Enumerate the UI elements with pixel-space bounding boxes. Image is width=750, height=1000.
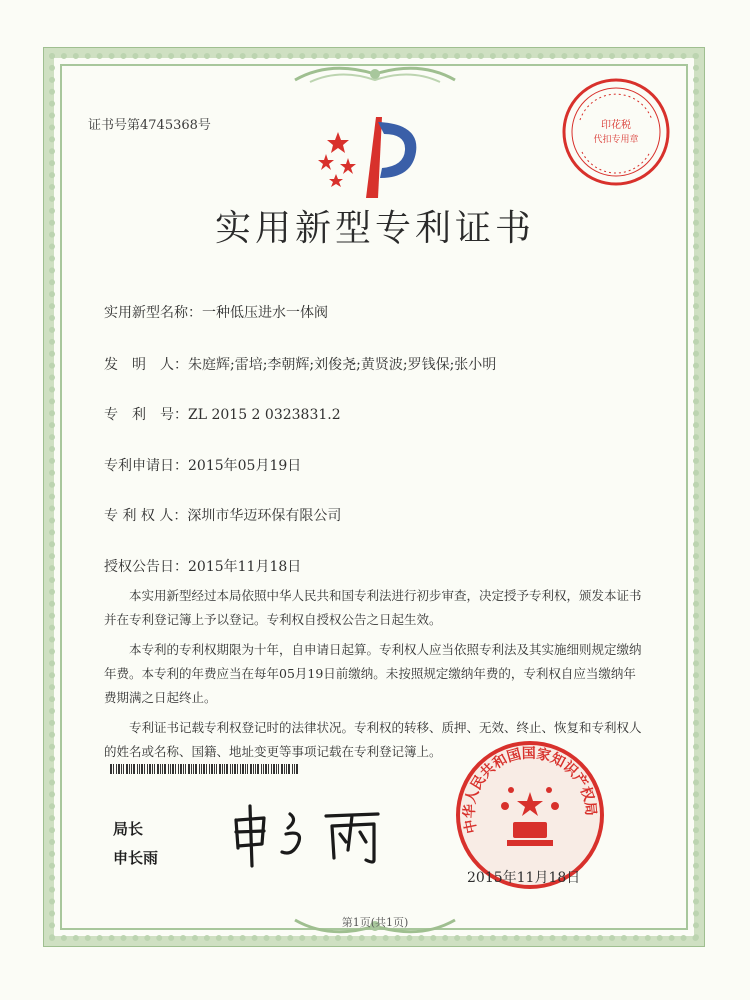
barcode-bar bbox=[131, 764, 132, 774]
svg-text:代扣专用章: 代扣专用章 bbox=[593, 135, 639, 145]
barcode-bar bbox=[281, 764, 283, 774]
filing-date-label: 专利申请日： bbox=[104, 458, 188, 474]
barcode-bar bbox=[284, 764, 285, 774]
barcode-bar bbox=[268, 764, 269, 774]
barcode-bar bbox=[276, 764, 277, 774]
barcode-bar bbox=[188, 764, 190, 774]
barcode-bar bbox=[226, 764, 228, 774]
director-name: 申长雨 bbox=[113, 849, 159, 867]
page-footer: 第1页(共1页) bbox=[341, 916, 409, 929]
barcode-bar bbox=[234, 764, 236, 774]
handwritten-signature bbox=[228, 800, 398, 870]
barcode-bar bbox=[255, 764, 256, 774]
barcode-bar bbox=[160, 764, 161, 774]
body-paragraph: 专利证书记载专利权登记时的法律状况。专利权的转移、质押、无效、终止、恢复和专利权人的姓名或名称、国籍、地址变更等事项记载在专利登记簿上。 bbox=[104, 720, 642, 759]
barcode-bar bbox=[206, 764, 207, 774]
patent-number-label: 专 利 号： bbox=[104, 407, 188, 423]
barcode-bar bbox=[110, 764, 112, 774]
barcode-bar bbox=[164, 764, 166, 774]
barcode-bar bbox=[257, 764, 259, 774]
barcode-bar bbox=[175, 764, 176, 774]
barcode-bar bbox=[154, 764, 155, 774]
barcode-bar bbox=[209, 764, 210, 774]
patentee-label: 专 利 权 人： bbox=[104, 508, 188, 524]
utility-model-name-row bbox=[104, 302, 328, 322]
top-ornament bbox=[290, 60, 460, 88]
barcode-bar bbox=[185, 764, 186, 774]
patent-office-logo bbox=[308, 112, 428, 202]
barcode-bar bbox=[137, 764, 138, 774]
barcode-bar bbox=[224, 764, 225, 774]
tax-stamp-seal bbox=[560, 76, 672, 188]
barcode-bar bbox=[193, 764, 194, 774]
barcode-bar bbox=[141, 764, 143, 774]
barcode-bar bbox=[152, 764, 153, 774]
barcode-bar bbox=[178, 764, 179, 774]
barcode-bar bbox=[180, 764, 182, 774]
barcode-bar bbox=[113, 764, 114, 774]
issue-date: 2015年11月18日 bbox=[467, 870, 581, 886]
seal-arc-text: 中华人民共和国国家知识产权局 bbox=[461, 745, 599, 835]
barcode-bar bbox=[232, 764, 233, 774]
barcode-bar bbox=[273, 764, 275, 774]
inventor-row bbox=[104, 354, 496, 374]
grant-date-row bbox=[104, 556, 301, 576]
barcode-bar bbox=[170, 764, 171, 774]
barcode-bar bbox=[245, 764, 246, 774]
barcode-bar bbox=[123, 764, 124, 774]
utility-model-name-value: 一种低压进水一体阀 bbox=[202, 305, 328, 321]
barcode-bar bbox=[278, 764, 279, 774]
barcode-bar bbox=[149, 764, 151, 774]
barcode-bar bbox=[286, 764, 287, 774]
svg-text:印花税: 印花税 bbox=[601, 120, 631, 131]
certificate-number: 证书号第4745368号 bbox=[88, 118, 211, 133]
filing-date-row bbox=[104, 455, 301, 475]
inventor-value: 朱庭辉;雷培;李朝辉;刘俊尧;黄贤波;罗钱保;张小明 bbox=[188, 357, 497, 373]
barcode-bar bbox=[121, 764, 122, 774]
barcode-bar bbox=[116, 764, 117, 774]
barcode-bar bbox=[129, 764, 130, 774]
barcode-bar bbox=[219, 764, 221, 774]
barcode-bar bbox=[133, 764, 135, 774]
barcode-bar bbox=[126, 764, 128, 774]
utility-model-name-label: 实用新型名称： bbox=[104, 305, 202, 321]
grant-date-value: 2015年11月18日 bbox=[188, 559, 302, 575]
barcode-bar bbox=[183, 764, 184, 774]
barcode-bar bbox=[199, 764, 200, 774]
barcode-bar bbox=[211, 764, 213, 774]
barcode bbox=[110, 764, 300, 774]
filing-date-value: 2015年05月19日 bbox=[188, 458, 302, 474]
barcode-bar bbox=[172, 764, 174, 774]
barcode-bar bbox=[250, 764, 252, 774]
inventor-label: 发 明 人： bbox=[104, 357, 188, 373]
body-paragraph: 本专利的专利权期限为十年，自申请日起算。专利权人应当依照专利法及其实施细则规定缴纳年费。本专利的年费应当在每年05月19日前缴纳。未按照规定缴纳年费的，专利权自应当缴纳年费期满之日起终止。 bbox=[104, 642, 642, 705]
grant-date-label: 授权公告日： bbox=[104, 559, 188, 575]
barcode-bar bbox=[253, 764, 254, 774]
barcode-bar bbox=[118, 764, 120, 774]
barcode-bar bbox=[147, 764, 148, 774]
barcode-bar bbox=[201, 764, 202, 774]
patentee-value: 深圳市华迈环保有限公司 bbox=[187, 508, 342, 524]
body-paragraph: 本实用新型经过本局依照中华人民共和国专利法进行初步审查，决定授予专利权，颁发本证书并在专利登记簿上予以登记。专利权自授权公告之日起生效。 bbox=[104, 588, 642, 627]
patent-number-value: ZL 2015 2 0323831.2 bbox=[188, 407, 341, 423]
barcode-bar bbox=[195, 764, 197, 774]
barcode-bar bbox=[230, 764, 231, 774]
barcode-bar bbox=[242, 764, 244, 774]
barcode-bar bbox=[222, 764, 223, 774]
barcode-bar bbox=[162, 764, 163, 774]
certificate-title: 实用新型专利证书 bbox=[214, 208, 535, 249]
barcode-bar bbox=[139, 764, 140, 774]
barcode-bar bbox=[261, 764, 262, 774]
barcode-bar bbox=[294, 764, 295, 774]
barcode-bar bbox=[247, 764, 248, 774]
barcode-bar bbox=[265, 764, 267, 774]
barcode-bar bbox=[237, 764, 238, 774]
barcode-bar bbox=[296, 764, 298, 774]
barcode-bar bbox=[168, 764, 169, 774]
director-title: 局长 bbox=[113, 820, 144, 838]
barcode-bar bbox=[240, 764, 241, 774]
barcode-bar bbox=[203, 764, 205, 774]
barcode-bar bbox=[144, 764, 145, 774]
barcode-bar bbox=[214, 764, 215, 774]
barcode-bar bbox=[216, 764, 217, 774]
barcode-bar bbox=[271, 764, 272, 774]
barcode-bar bbox=[157, 764, 159, 774]
patent-number-row bbox=[104, 404, 341, 424]
barcode-bar bbox=[263, 764, 264, 774]
barcode-bar bbox=[191, 764, 192, 774]
barcode-bar bbox=[288, 764, 290, 774]
barcode-bar bbox=[292, 764, 293, 774]
patentee-row bbox=[104, 505, 341, 525]
